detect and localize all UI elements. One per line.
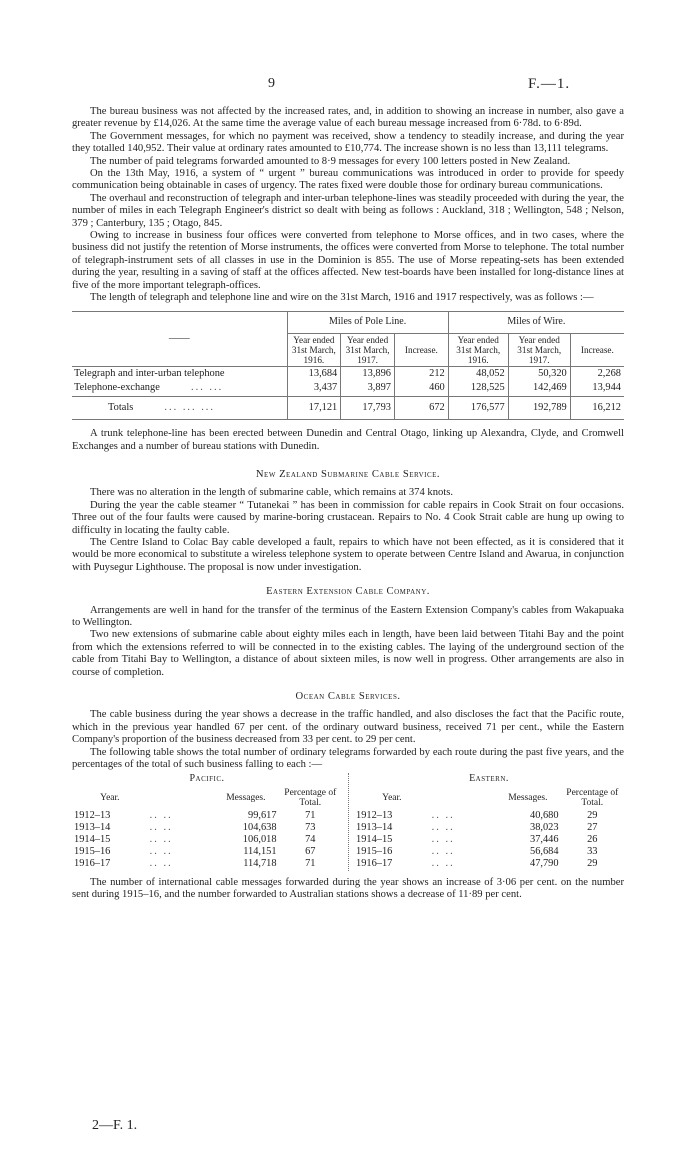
total-cell: 17,793 <box>341 396 395 419</box>
paragraph: The length of telegraph and telephone line and wire on the 31st March, 1916 and 1917 respectively, was as follows :— <box>90 292 594 304</box>
paragraph: The Government messages, for which no payment was received, show a tendency to steadily increase, and during the year they totalled 140,952. Their value at ordinary rates amounted to £10,774. The increase shown is no less than 13,111 telegrams. <box>72 130 624 155</box>
leader-dots: .. .. <box>149 846 173 858</box>
row-label: Telegraph and inter-urban telephone <box>72 366 287 381</box>
paragraph: The number of paid telegrams forwarded amounted to 8·9 messages for every 100 letters posted in New Zealand. <box>90 155 571 167</box>
col-header-increase: Increase. <box>395 333 449 366</box>
row-label: Telephone-exchange ... ... <box>72 381 287 396</box>
table-cell: 460 <box>395 381 449 396</box>
total-cell: 16,212 <box>570 396 624 419</box>
percentage-cell: 27 <box>587 821 598 833</box>
col-header-1916: Year ended 31st March, 1916. <box>448 333 508 366</box>
percentage-cell: 71 <box>305 858 316 870</box>
col-header-year: Year. <box>100 792 120 803</box>
table-cell: 3,897 <box>341 381 395 396</box>
percentage-cell: 29 <box>587 858 598 870</box>
year-cell: 1914–15 <box>356 834 393 846</box>
document-reference: F.—1. <box>528 76 571 92</box>
col-header-messages: Messages. <box>508 792 548 803</box>
table-divider <box>348 773 349 870</box>
paragraph: Owing to increase in business four offices were converted from telephone to Morse offices, and in two cases, where the business did not justify the retention of Morse instruments, the offices were converted from Morse to telephone. The total number of telegraph-instrument sets of all classes in use in the Dominion is 855. The use of Morse repeating-sets has been extended during the year, resulting in a saving of staff at the offices affected. New test-boards have been installed for long-distance lines at five of the more important telegraph-offices. <box>72 230 624 291</box>
eastern-table <box>354 773 624 870</box>
col-header-1916: Year ended 31st March, 1916. <box>287 333 341 366</box>
paragraph: The overhaul and reconstruction of telegraph and inter-urban telephone-lines was steadily proceeded with during the year, the number of miles in each Telegraph Engineer's district so dealt with being as follows : Auckland, 318 ; Wellington, 548 ; Nelson, 379 ; Canterbury, 135 ; Otago, 845. <box>72 192 624 229</box>
col-header-percentage: Percentage of Total. <box>566 787 619 808</box>
table-cell: 48,052 <box>448 366 508 381</box>
total-cell: 17,121 <box>287 396 341 419</box>
total-cell: 672 <box>395 396 449 419</box>
group-header-pole: Miles of Pole Line. <box>287 311 448 333</box>
page-number: 9 <box>268 76 275 91</box>
leader-dots: .. .. <box>431 834 455 846</box>
year-cell: 1913–14 <box>356 821 393 833</box>
messages-cell: 106,018 <box>242 834 277 846</box>
section-heading: Eastern Extension Cable Company. <box>266 586 430 598</box>
leader-dots: .. .. <box>149 858 173 870</box>
paragraph: A trunk telephone-line has been erected between Dunedin and Central Otago, linking up Alexandra, Clyde, and Cromwell Exchanges and a number of bureau stations with Dunedin. <box>72 428 624 452</box>
percentage-cell: 73 <box>305 821 316 833</box>
percentage-cell: 33 <box>587 846 598 858</box>
percentage-cell: 71 <box>305 809 316 821</box>
year-cell: 1916–17 <box>74 858 111 870</box>
messages-cell: 56,684 <box>530 846 559 858</box>
table-cell: 2,268 <box>570 366 624 381</box>
col-header-percentage: Percentage of Total. <box>284 787 337 808</box>
table-corner-dash: —— <box>72 311 287 366</box>
total-cell: 176,577 <box>448 396 508 419</box>
table-cell: 13,896 <box>341 366 395 381</box>
table-cell: 128,525 <box>448 381 508 396</box>
year-cell: 1915–16 <box>356 846 393 858</box>
paragraph: There was no alteration in the length of submarine cable, which remains at 374 knots. <box>90 487 454 499</box>
totals-label: Totals ... ... ... <box>72 396 287 419</box>
messages-cell: 114,718 <box>243 858 277 870</box>
paragraph: The cable business during the year shows a decrease in the traffic handled, and also discloses the fact that the Pacific route, which in the previous year handled 67 per cent. of the ordinary outward business, received 71 per cent., while the Eastern Company's proportion of the business decreased from 33 per cent. to 29 per cent. <box>72 709 624 746</box>
leader-dots: .. .. <box>149 834 173 846</box>
col-header-messages: Messages. <box>226 792 266 803</box>
table-cell: 13,944 <box>570 381 624 396</box>
messages-cell: 47,790 <box>530 858 559 870</box>
leader-dots: .. .. <box>431 821 455 833</box>
section-heading: New Zealand Submarine Cable Service. <box>255 468 441 480</box>
paragraph: During the year the cable steamer “ Tutanekai ” has been in commission for cable repairs in Cook Strait on four occasions. Three out of the four faults were caused by marine-boring crustacean. Repairs to No. 4 Cook Strait cable are hung up owing to difficulty in locating the faulty cable. <box>72 499 624 536</box>
paragraph: The following table shows the total number of ordinary telegrams forwarded by each route during the past five years, and the percentages of the total of such business falling to each :— <box>72 746 624 771</box>
percentage-cell: 67 <box>305 846 316 858</box>
percentage-cell: 74 <box>305 834 316 846</box>
paragraph: On the 13th May, 1916, a system of “ urgent ” bureau communications was introduced in order to provide for speedy communication being obtainable in cases of urgency. The rates fixed were double those for ordinary bureau communications. <box>72 168 624 192</box>
table-cell: 212 <box>395 366 449 381</box>
year-cell: 1915–16 <box>74 846 111 858</box>
leader-dots: .. .. <box>149 809 173 821</box>
messages-cell: 37,446 <box>530 834 559 846</box>
messages-cell: 40,680 <box>530 809 559 821</box>
messages-cell: 114,151 <box>243 846 277 858</box>
leader-dots: .. .. <box>431 858 455 870</box>
messages-cell: 99,617 <box>248 809 277 821</box>
col-header-1917: Year ended 31st March, 1917. <box>341 333 395 366</box>
col-header-year: Year. <box>382 792 402 803</box>
route-tables <box>72 773 624 870</box>
year-cell: 1914–15 <box>74 834 111 846</box>
paragraph: Arrangements are well in hand for the transfer of the terminus of the Eastern Extension Company's cables from Wakapuaka to Wellington. <box>72 604 624 628</box>
year-cell: 1912–13 <box>356 809 393 821</box>
pacific-table <box>72 773 342 870</box>
messages-cell: 38,023 <box>530 821 559 833</box>
line-and-wire-table <box>72 311 624 421</box>
percentage-cell: 26 <box>587 834 598 846</box>
paragraph: The Centre Island to Colac Bay cable developed a fault, repairs to which have not been effected, as it is considered that it would be more economical to substitute a wireless telephone system to operate between Centre Island and Awarua, in conjunction with Puysegur Lighthouse. The proposal is now under investigation. <box>72 536 624 573</box>
percentage-cell: 29 <box>587 809 598 821</box>
section-heading: Ocean Cable Services. <box>295 691 401 703</box>
eastern-caption: Eastern. <box>469 773 509 785</box>
col-header-1917: Year ended 31st March, 1917. <box>508 333 570 366</box>
leader-dots: .. .. <box>149 821 173 833</box>
table-cell: 13,684 <box>287 366 341 381</box>
pacific-caption: Pacific. <box>189 773 225 785</box>
paragraph: The number of international cable messages forwarded during the year shows an increase of 3·06 per cent. on the number sent during 1915–16, and the number forwarded to Australian stations shows a decrease of 11·89 per cent. <box>72 876 624 901</box>
col-header-increase: Increase. <box>570 333 624 366</box>
group-header-wire: Miles of Wire. <box>448 311 624 333</box>
messages-cell: 104,638 <box>242 821 277 833</box>
year-cell: 1913–14 <box>74 821 111 833</box>
page-footer: 2—F. 1. <box>92 1118 138 1133</box>
leader-dots: .. .. <box>431 846 455 858</box>
table-cell: 3,437 <box>287 381 341 396</box>
paragraph: The bureau business was not affected by the increased rates, and, in addition to showing an increase in number, also gave a greater revenue by £14,026. At the same time the average value of each bureau message increased from 6·78d. to 6·89d. <box>72 106 624 130</box>
total-cell: 192,789 <box>508 396 570 419</box>
leader-dots: .. .. <box>431 809 455 821</box>
year-cell: 1916–17 <box>356 858 393 870</box>
table-cell: 142,469 <box>508 381 570 396</box>
year-cell: 1912–13 <box>74 809 111 821</box>
paragraph: Two new extensions of submarine cable about eighty miles each in length, have been laid between Titahi Bay and the point from which the extensions referred to will be connected in to the existing cables. The laying of the underground section of the cable from Titahi Bay to Wellington, a distance of about sixteen miles, is now well in progress. Other arrangements are also in course of completion. <box>72 629 624 678</box>
table-cell: 50,320 <box>508 366 570 381</box>
document-body <box>72 106 624 902</box>
